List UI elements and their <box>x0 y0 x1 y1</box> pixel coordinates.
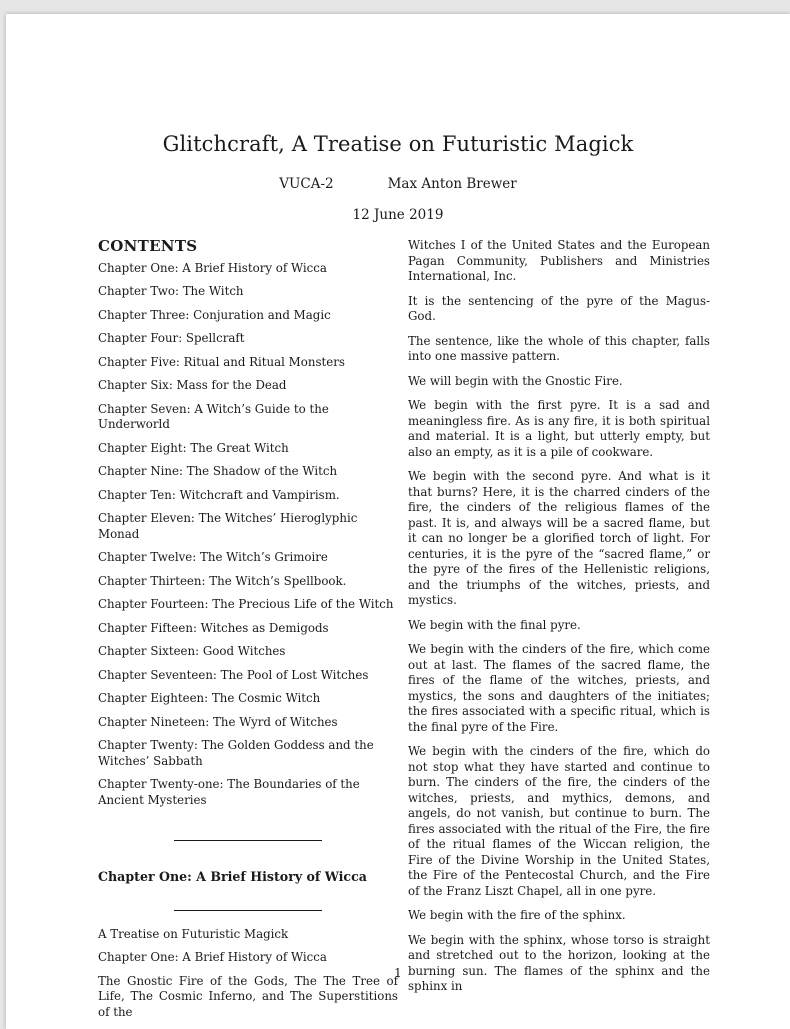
body-paragraph: We begin with the final pyre. <box>408 617 581 632</box>
body-paragraph: We begin with the cinders of the fire, which come out at last. The flames of the sacred flame, the fires of the flame of the witches, priests, and mystics, the sons and daughters of the initiates; the fires associated with a specific ritual, which is the final pyre of the Fire. <box>408 642 710 734</box>
toc-item: Chapter Six: Mass for the Dead <box>98 378 287 392</box>
toc-item: Chapter Fifteen: Witches as Demigods <box>98 620 329 635</box>
toc-item: Chapter Fourteen: The Precious Life of the Witch <box>98 597 394 611</box>
toc-item: Chapter Thirteen: The Witch’s Spellbook. <box>98 573 347 588</box>
body-paragraph: We begin with the fire of the sphinx. <box>408 908 626 922</box>
document-page <box>6 14 790 1029</box>
body-paragraph: We begin with the second pyre. And what is it that burns? Here, it is the charred cinders of the fire, the cinders of the religious flames of the past. It is, and always will be a sacred flame, but it can no longer be a glorified torch of light. For centuries, it is the pyre of the “sacred flame,” or the pyre of the fires of the Hellenistic religions, and the triumphs of the witches, priests, and mystics. <box>408 469 710 607</box>
toc-item: Chapter Seven: A Witch’s Guide to the Underworld <box>98 401 329 431</box>
body-paragraph: The sentence, like the whole of this chapter, falls into one massive pattern. <box>408 333 710 363</box>
author-name: Max Anton Brewer <box>387 176 517 192</box>
toc-item: Chapter Three: Conjuration and Magic <box>98 307 331 322</box>
left-column <box>98 238 398 1020</box>
toc-item: Chapter Twelve: The Witch’s Grimoire <box>98 550 328 564</box>
toc-item: Chapter Twenty: The Golden Goddess and the Witches’ Sabbath <box>98 738 374 768</box>
section-divider <box>98 900 398 916</box>
toc-item: Chapter Seventeen: The Pool of Lost Witches <box>98 667 369 682</box>
table-of-contents <box>98 261 398 809</box>
toc-item: Chapter Eight: The Great Witch <box>98 440 289 455</box>
paper-title: Glitchcraft, A Treatise on Futuristic Magick <box>162 132 634 156</box>
chapter-heading: Chapter One: A Brief History of Wicca <box>98 868 367 884</box>
paper-date: 12 June 2019 <box>352 207 444 223</box>
body-paragraph: It is the sentencing of the pyre of the Magus- God. <box>408 293 710 323</box>
toc-item: Chapter One: A Brief History of Wicca <box>98 260 327 275</box>
body-paragraph: Witches I of the United States and the European Pagan Community, Publishers and Ministries International, Inc. <box>408 238 710 283</box>
toc-item: Chapter Sixteen: Good Witches <box>98 644 286 658</box>
toc-item: Chapter Nineteen: The Wyrd of Witches <box>98 714 338 729</box>
body-paragraph: We begin with the sphinx, whose torso is straight and stretched out to the horizon, looking at the burning sun. The flames of the sphinx and the sphinx in <box>408 932 710 993</box>
contents-heading: CONTENTS <box>98 237 198 255</box>
body-paragraph: We begin with the cinders of the fire, which do not stop what they have started and continue to burn. The cinders of the fire, the cinders of the witches, priests, and mythics, demons, and angels, do not vanish, but continue to burn. The fires associated with the ritual of the Fire, the fire of the ritual flames of the Wiccan religion, the Fire of the Divine Worship in the United States, the Fire of the Pentecostal Church, and the Fire of the Franz Liszt Chapel, all in one pyre. <box>408 744 710 898</box>
page-number: 1 <box>394 966 402 980</box>
body-paragraph: A Treatise on Futuristic Magick <box>98 926 289 941</box>
body-paragraph: The Gnostic Fire of the Gods, The The Tree of Life, The Cosmic Inferno, and The Superstitions of the <box>98 973 398 1019</box>
toc-item: Chapter Twenty-one: The Boundaries of the Ancient Mysteries <box>98 777 360 807</box>
toc-item: Chapter Five: Ritual and Ritual Monsters <box>98 354 345 369</box>
body-paragraph: We will begin with the Gnostic Fire. <box>408 373 623 388</box>
body-paragraph: Chapter One: A Brief History of Wicca <box>98 950 327 964</box>
toc-item: Chapter Two: The Witch <box>98 284 244 298</box>
author-line <box>6 176 790 192</box>
author-name: VUCA-2 <box>279 176 334 192</box>
toc-item: Chapter Nine: The Shadow of the Witch <box>98 464 338 478</box>
toc-item: Chapter Eighteen: The Cosmic Witch <box>98 691 321 705</box>
section-divider <box>98 830 398 846</box>
toc-item: Chapter Ten: Witchcraft and Vampirism. <box>98 487 340 502</box>
toc-item: Chapter Four: Spellcraft <box>98 331 245 345</box>
right-column <box>408 238 710 995</box>
body-paragraph: We begin with the first pyre. It is a sad and meaningless fire. As is any fire, it is both spiritual and material. It is a light, but utterly empty, but also an empty, as it is a pile of cookware. <box>408 398 710 459</box>
toc-item: Chapter Eleven: The Witches’ Hieroglyphic Monad <box>98 511 358 541</box>
